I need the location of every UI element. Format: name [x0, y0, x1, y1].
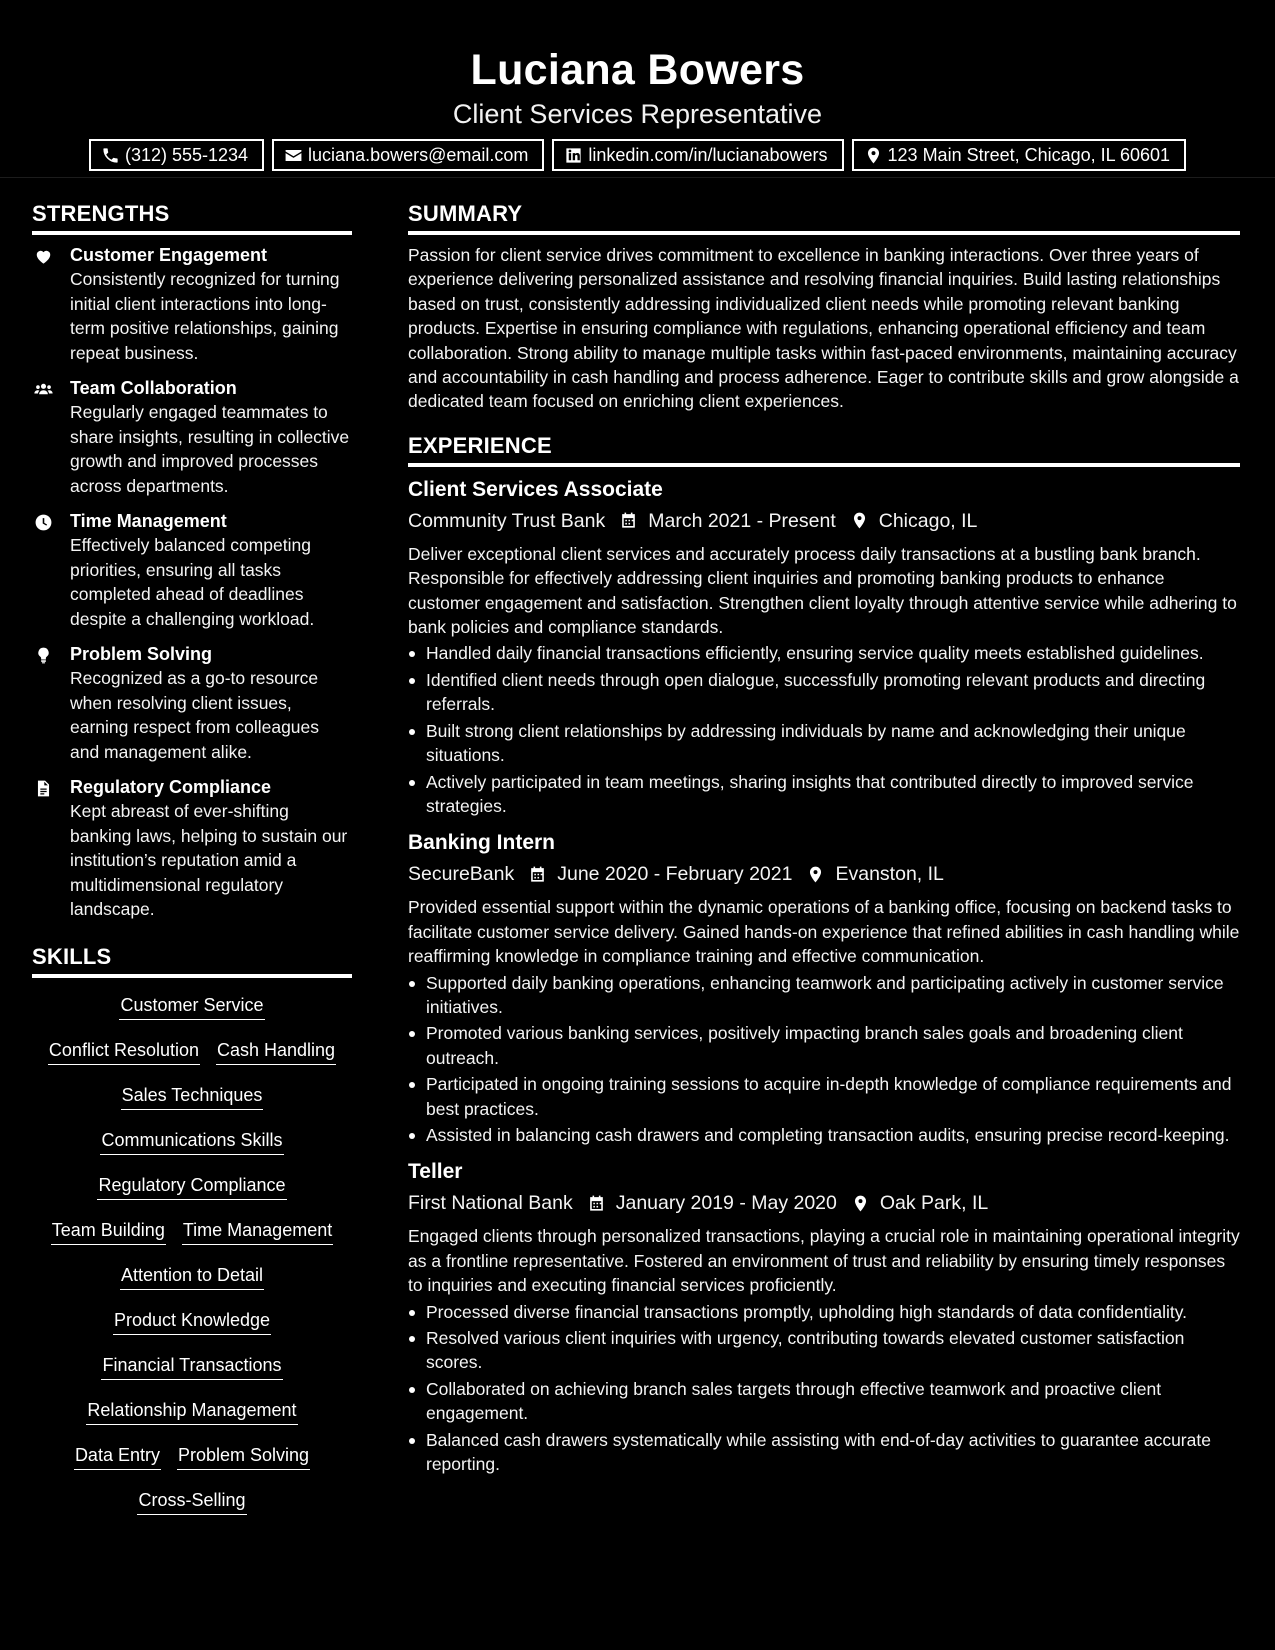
job-location: Oak Park, IL [879, 1192, 989, 1215]
bullet-item: Built strong client relationships by addressing individuals by name and acknowledging their unique situations. [408, 719, 1240, 768]
skill-tag: Sales Techniques [121, 1083, 264, 1110]
skill-tag: Communications Skills [100, 1128, 283, 1155]
job-description: Deliver exceptional client services and accurately process daily transactions at a bustling bank branch. Responsible for effectively addressing client inquiries and promoting banking products to enhance customer engagement and satisfaction. Strengthen client loyalty through attentive service while adhering to bank policies and compliance standards. [408, 543, 1237, 638]
map-pin-icon [864, 146, 883, 165]
bullet-item: Collaborated on achieving branch sales targets through effective teamwork and proactive client engagement. [408, 1377, 1240, 1426]
strength-item [32, 509, 352, 631]
job-title: Banking Intern [408, 831, 556, 855]
map-pin-icon [806, 865, 825, 884]
map-pin-icon [851, 1194, 870, 1213]
skill-tag: Regulatory Compliance [97, 1173, 286, 1200]
strength-title: Customer Engagement [70, 245, 268, 265]
strength-description: Effectively balanced competing priorities, ensuring all tasks completed ahead of deadlines despite a challenging workload. [70, 535, 315, 629]
bullet-item: Actively participated in team meetings, sharing insights that contributed directly to improved service strategies. [408, 770, 1240, 819]
bullet-item: Supported daily banking operations, enhancing teamwork and participating actively in customer service initiatives. [408, 971, 1240, 1020]
document-icon [34, 779, 53, 798]
strengths-heading: STRENGTHS [32, 197, 352, 235]
strength-item [32, 243, 352, 365]
contact-bar [0, 139, 1275, 171]
skills-list [32, 984, 352, 1524]
contact-phone-text: (312) 555-1234 [124, 144, 249, 165]
summary-text: Passion for client service drives commitment to excellence in banking interactions. Over three years of experience delivering personalized assistance and resolving financial inquiries. Build lasting relationships based on trust, consistently addressing individualized client needs while promoting relevant banking products. Expertise in ensuring compliance with regulations, enhancing operational efficiency and team collaboration. Strong ability to manage multiple tasks within fast-paced environments, maintaining accuracy and accountability in cash handling and process adherence. Eager to contribute skills and grow alongside a dedicated team focused on enriching client experiences. [408, 245, 1239, 412]
candidate-role: Client Services Representative [452, 99, 823, 129]
bullet-item: Balanced cash drawers systematically while assisting with end-of-day activities to guarantee accurate reporting. [408, 1428, 1240, 1477]
calendar-icon [587, 1194, 606, 1213]
job-description: Engaged clients through personalized transactions, playing a crucial role in maintaining operational integrity as a frontline representative. Fostered an environment of trust and reliability by ensuring timely responses to inquiries and executing financial services proficiently. [408, 1226, 1240, 1296]
job-title: Teller [408, 1160, 463, 1184]
strength-item [32, 642, 352, 764]
phone-icon [101, 146, 120, 165]
summary-heading: SUMMARY [408, 197, 1240, 235]
job-location: Evanston, IL [835, 863, 944, 886]
strength-title: Team Collaboration [70, 378, 237, 398]
strength-title: Regulatory Compliance [70, 777, 272, 797]
job-company: SecureBank [408, 863, 515, 886]
bullet-item: Resolved various client inquiries with urgency, contributing towards elevated customer satisfaction scores. [408, 1326, 1240, 1375]
job-meta [408, 1188, 1240, 1218]
contact-email[interactable] [272, 139, 544, 171]
skill-tag: Attention to Detail [120, 1263, 264, 1290]
bullet-item: Processed diverse financial transactions promptly, upholding high standards of data confidentiality. [408, 1300, 1240, 1324]
strengths-list [32, 243, 352, 922]
job-entry [408, 475, 1240, 818]
strength-description: Recognized as a go-to resource when resolving client issues, earning respect from colleagues and management alike. [70, 668, 320, 762]
job-bullets [408, 1300, 1240, 1477]
skill-tag: Relationship Management [86, 1398, 297, 1425]
contact-linkedin-text: linkedin.com/in/lucianabowers [588, 144, 828, 165]
job-meta [408, 859, 1240, 889]
bullet-item: Participated in ongoing training sessions to acquire in-depth knowledge of compliance requirements and best practices. [408, 1072, 1240, 1121]
skill-tag: Team Building [51, 1218, 166, 1245]
skill-tag: Time Management [182, 1218, 333, 1245]
strength-item [32, 775, 352, 922]
strength-title: Problem Solving [70, 644, 213, 664]
skill-tag: Financial Transactions [101, 1353, 282, 1380]
strength-description: Consistently recognized for turning initial client interactions into long-term positive relationships, gaining repeat business. [70, 269, 340, 363]
job-entry [408, 828, 1240, 1147]
job-company: First National Bank [408, 1192, 573, 1215]
job-dates: June 2020 - February 2021 [557, 863, 793, 886]
job-company: Community Trust Bank [408, 509, 606, 532]
map-pin-icon [850, 511, 869, 530]
bullet-item: Promoted various banking services, positively impacting branch sales goals and broadening client outreach. [408, 1021, 1240, 1070]
candidate-name: Luciana Bowers [470, 46, 805, 94]
contact-phone[interactable] [89, 139, 264, 171]
users-icon [34, 380, 53, 399]
contact-linkedin[interactable] [552, 139, 843, 171]
strength-description: Kept abreast of ever-shifting banking laws, helping to sustain our institution’s reputation amid a multidimensional regulatory landscape. [70, 801, 348, 919]
contact-email-text: luciana.bowers@email.com [308, 144, 529, 165]
right-column [408, 197, 1240, 1478]
job-description: Provided essential support within the dynamic operations of a banking office, focusing on backend tasks to facilitate customer service delivery. Gained hands-on experience that refined abilities in cash handling while reaffirming knowledge in compliance training and effective communication. [408, 897, 1240, 967]
job-meta [408, 506, 1240, 536]
lightbulb-icon [34, 646, 53, 665]
contact-address-text: 123 Main Street, Chicago, IL 60601 [887, 144, 1171, 165]
left-column [32, 197, 352, 1524]
skill-tag: Product Knowledge [113, 1308, 271, 1335]
job-bullets [408, 641, 1240, 818]
job-title: Client Services Associate [408, 477, 663, 501]
calendar-icon [528, 865, 547, 884]
linkedin-icon [564, 146, 583, 165]
job-dates: March 2021 - Present [648, 509, 836, 532]
job-dates: January 2019 - May 2020 [615, 1192, 837, 1215]
skill-tag: Customer Service [119, 993, 264, 1020]
skill-tag: Problem Solving [177, 1443, 310, 1470]
skills-heading: SKILLS [32, 940, 352, 978]
job-entry [408, 1157, 1240, 1476]
skill-tag: Conflict Resolution [48, 1038, 200, 1065]
contact-address[interactable] [852, 139, 1187, 171]
bullet-item: Identified client needs through open dialogue, successfully promoting relevant products and directing referrals. [408, 668, 1240, 717]
job-bullets [408, 971, 1240, 1148]
clock-icon [34, 513, 53, 532]
envelope-icon [284, 146, 303, 165]
bullet-item: Assisted in balancing cash drawers and completing transaction audits, ensuring precise record-keeping. [408, 1123, 1240, 1147]
job-location: Chicago, IL [878, 509, 978, 532]
calendar-icon [619, 511, 638, 530]
strength-description: Regularly engaged teammates to share insights, resulting in collective growth and improved processes across departments. [70, 402, 350, 496]
experience-heading: EXPERIENCE [408, 429, 1240, 467]
skill-tag: Cross-Selling [137, 1488, 246, 1515]
skill-tag: Data Entry [74, 1443, 161, 1470]
heart-icon [34, 247, 53, 266]
bullet-item: Handled daily financial transactions efficiently, ensuring service quality meets established guidelines. [408, 641, 1240, 665]
strength-item [32, 376, 352, 498]
skill-tag: Cash Handling [216, 1038, 336, 1065]
strength-title: Time Management [70, 511, 227, 531]
resume-header [0, 0, 1275, 178]
